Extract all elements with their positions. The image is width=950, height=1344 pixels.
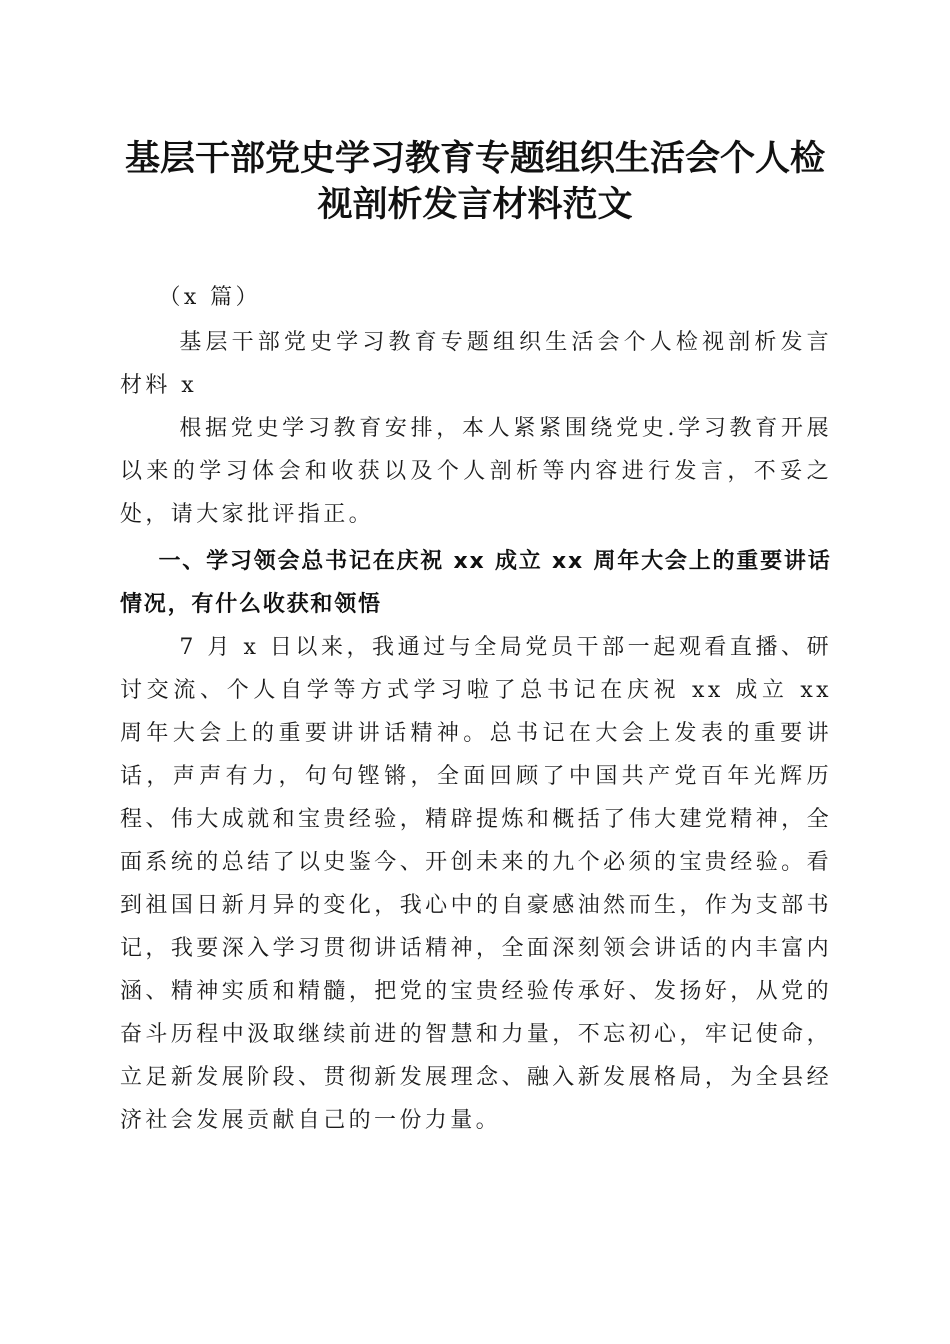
section-note: （x 篇） (158, 285, 261, 310)
paragraph-intro: 根据党史学习教育安排，本人紧紧围绕党史.学习教育开展以来的学习体会和收获以及个人剖析等内容进行发言，不妥之处，请大家批评指正。 (120, 416, 832, 527)
section-heading-1: 一、学习领会总书记在庆祝 xx 成立 xx 周年大会上的重要讲话情况，有什么收获和领悟 (120, 549, 832, 617)
paragraph-subtitle: 基层干部党史学习教育专题组织生活会个人检视剖析发言材料 x (120, 330, 832, 398)
title-line-1: 基层干部党史学习教育专题组织生活会个人检 (124, 138, 825, 179)
paragraph-body: 7 月 x 日以来，我通过与全局党员干部一起观看直播、研讨交流、个人自学等方式学习啦了总书记在庆祝 xx 成立 xx 周年大会上的重要讲讲话精神。总书记在大会上发表的重要讲话，声声有力，句句铿锵，全面回顾了中国共产党百年光辉历程、伟大成就和宝贵经验，精辟提炼和概括了伟大建党精神，全面系统的总结了以史鉴今、开创未来的九个必须的宝贵经验。看到祖国日新月异的变化，我心中的自豪感油然而生，作为支部书记，我要深入学习贯彻讲话精神，全面深刻领会讲话的内丰富内涵、精神实质和精髓，把党的宝贵经验传承好、发扬好，从党的奋斗历程中汲取继续前进的智慧和力量，不忘初心，牢记使命，立足新发展阶段、贯彻新发展理念、融入新发展格局，为全县经济社会发展贡献自己的一份力量。 (120, 635, 832, 1133)
document-body (120, 276, 832, 1142)
document-title (110, 136, 840, 228)
title-line-2: 视剖析发言材料范文 (317, 184, 633, 225)
